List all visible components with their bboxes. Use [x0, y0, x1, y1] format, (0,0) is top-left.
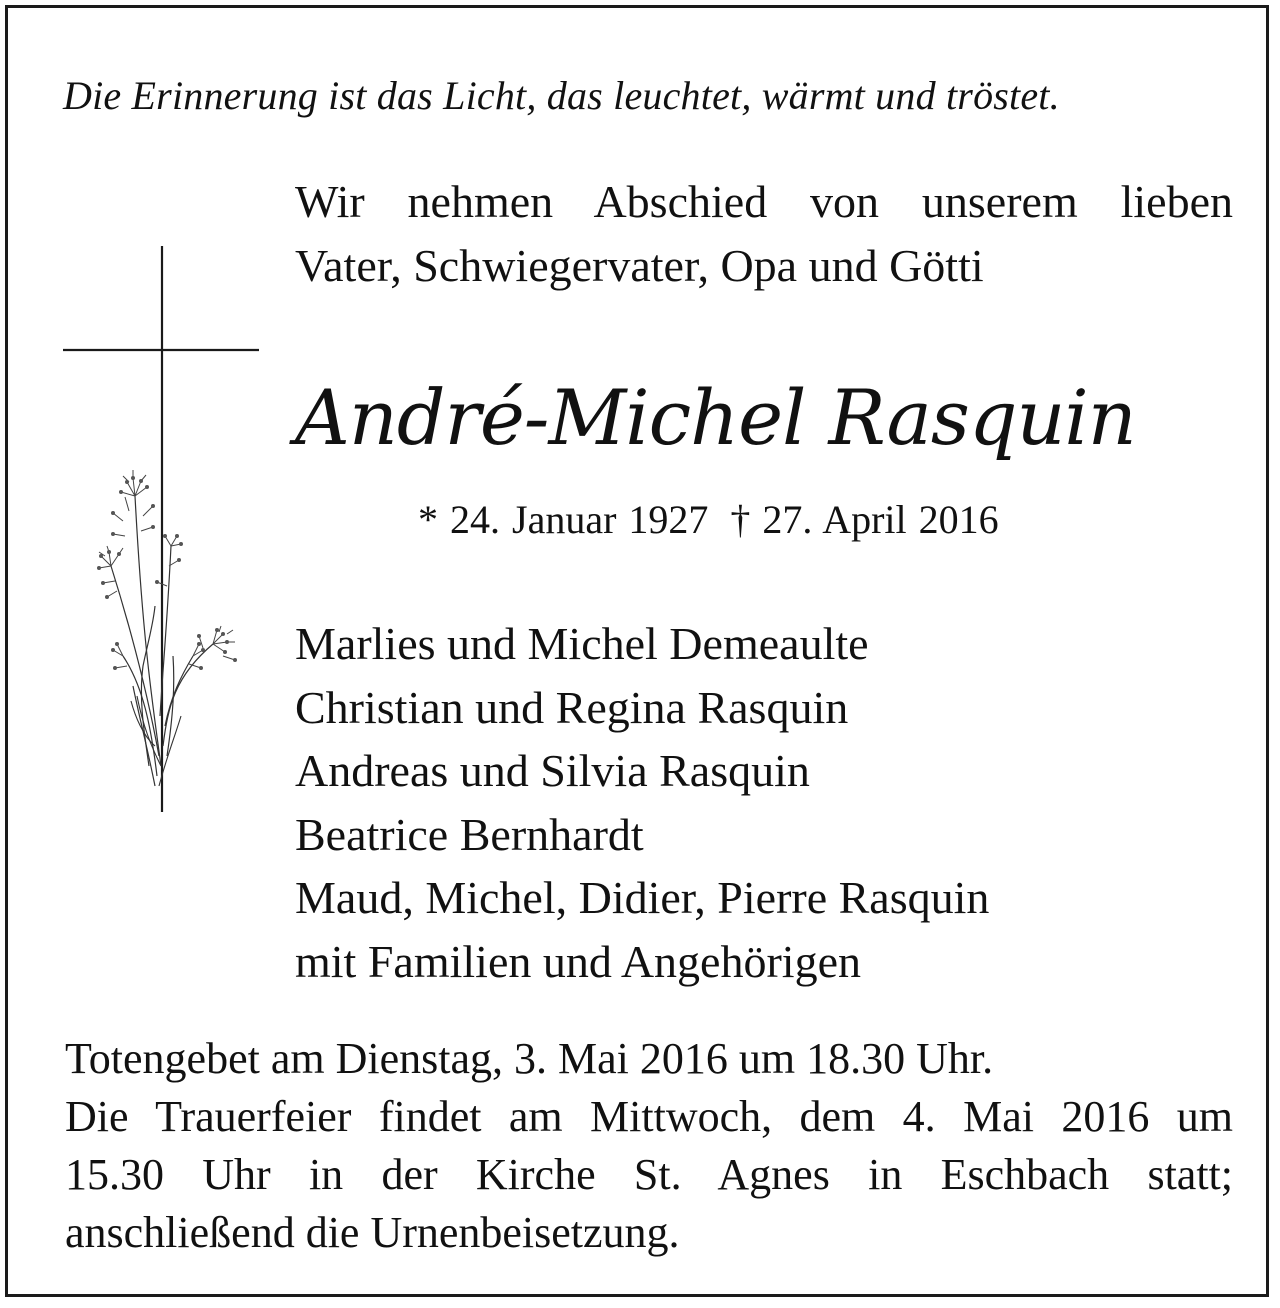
prayer-announcement: Totengebet am Dienstag, 3. Mai 2016 um 18.30 Uhr.	[65, 1034, 994, 1083]
mourner-line: mit Familien und Angehörigen	[295, 935, 861, 987]
funeral-announcement-line-1: Die Trauerfeier findet am Mittwoch, dem 4. Mai 2016 um	[65, 1092, 1233, 1141]
burial-announcement: anschließend die Urnenbeisetzung.	[65, 1208, 680, 1257]
mourner-line: Beatrice Bernhardt	[295, 808, 644, 860]
farewell-intro	[295, 170, 1233, 298]
mourner-line: Christian und Regina Rasquin	[295, 681, 849, 733]
funeral-announcement-line-2: 15.30 Uhr in der Kirche St. Agnes in Eschbach statt;	[65, 1150, 1233, 1199]
deceased-name: André-Michel Rasquin	[295, 373, 1136, 462]
birth-date: * 24. Januar 1927	[418, 497, 709, 542]
obituary-frame	[5, 5, 1269, 1297]
service-info	[65, 1030, 1233, 1262]
life-dates	[418, 492, 999, 548]
mourner-line: Maud, Michel, Didier, Pierre Rasquin	[295, 872, 990, 923]
farewell-intro-line-1: Wir nehmen Abschied von unserem lieben	[295, 176, 1233, 227]
farewell-intro-line-2: Vater, Schwiegervater, Opa und Götti	[295, 240, 984, 291]
cross-with-grasses-icon	[63, 246, 263, 816]
motto-quote: Die Erinnerung ist das Licht, das leuchtet, wärmt und tröstet.	[63, 73, 1060, 118]
mourner-line: Andreas und Silvia Rasquin	[295, 745, 810, 796]
mourners-list	[295, 612, 1195, 993]
mourner-line: Marlies und Michel Demeaulte	[295, 618, 869, 669]
death-date: † 27. April 2016	[730, 497, 999, 542]
